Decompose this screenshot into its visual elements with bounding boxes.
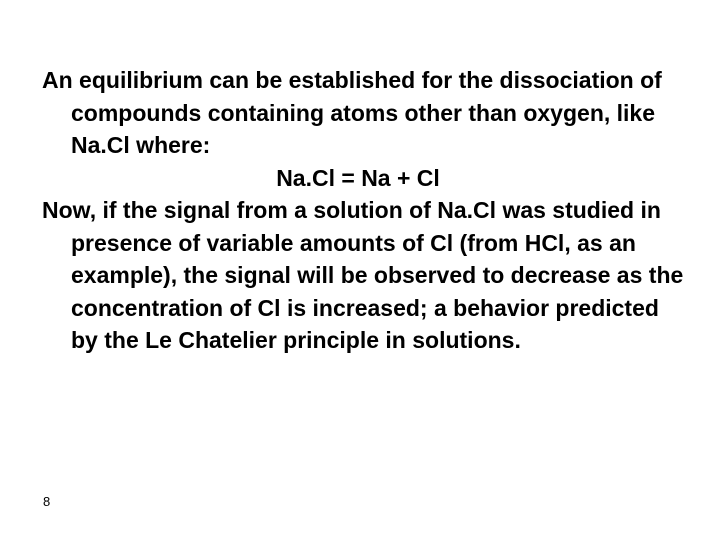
- paragraph-equilibrium-intro: An equilibrium can be established for the dissociation of compounds containing atoms other than oxygen, like Na.Cl where:: [42, 67, 662, 158]
- page-number: 8: [43, 494, 51, 509]
- slide-body: [42, 64, 692, 357]
- paragraph-le-chatelier: Now, if the signal from a solution of Na.Cl was studied in presence of variable amounts of Cl (from HCl, as an example), the signal will be observed to decrease as the concentration of Cl is increased; a behavior predicted by the Le Chatelier principle in solutions.: [42, 197, 684, 353]
- dissociation-equation: Na.Cl = Na + Cl: [276, 164, 440, 191]
